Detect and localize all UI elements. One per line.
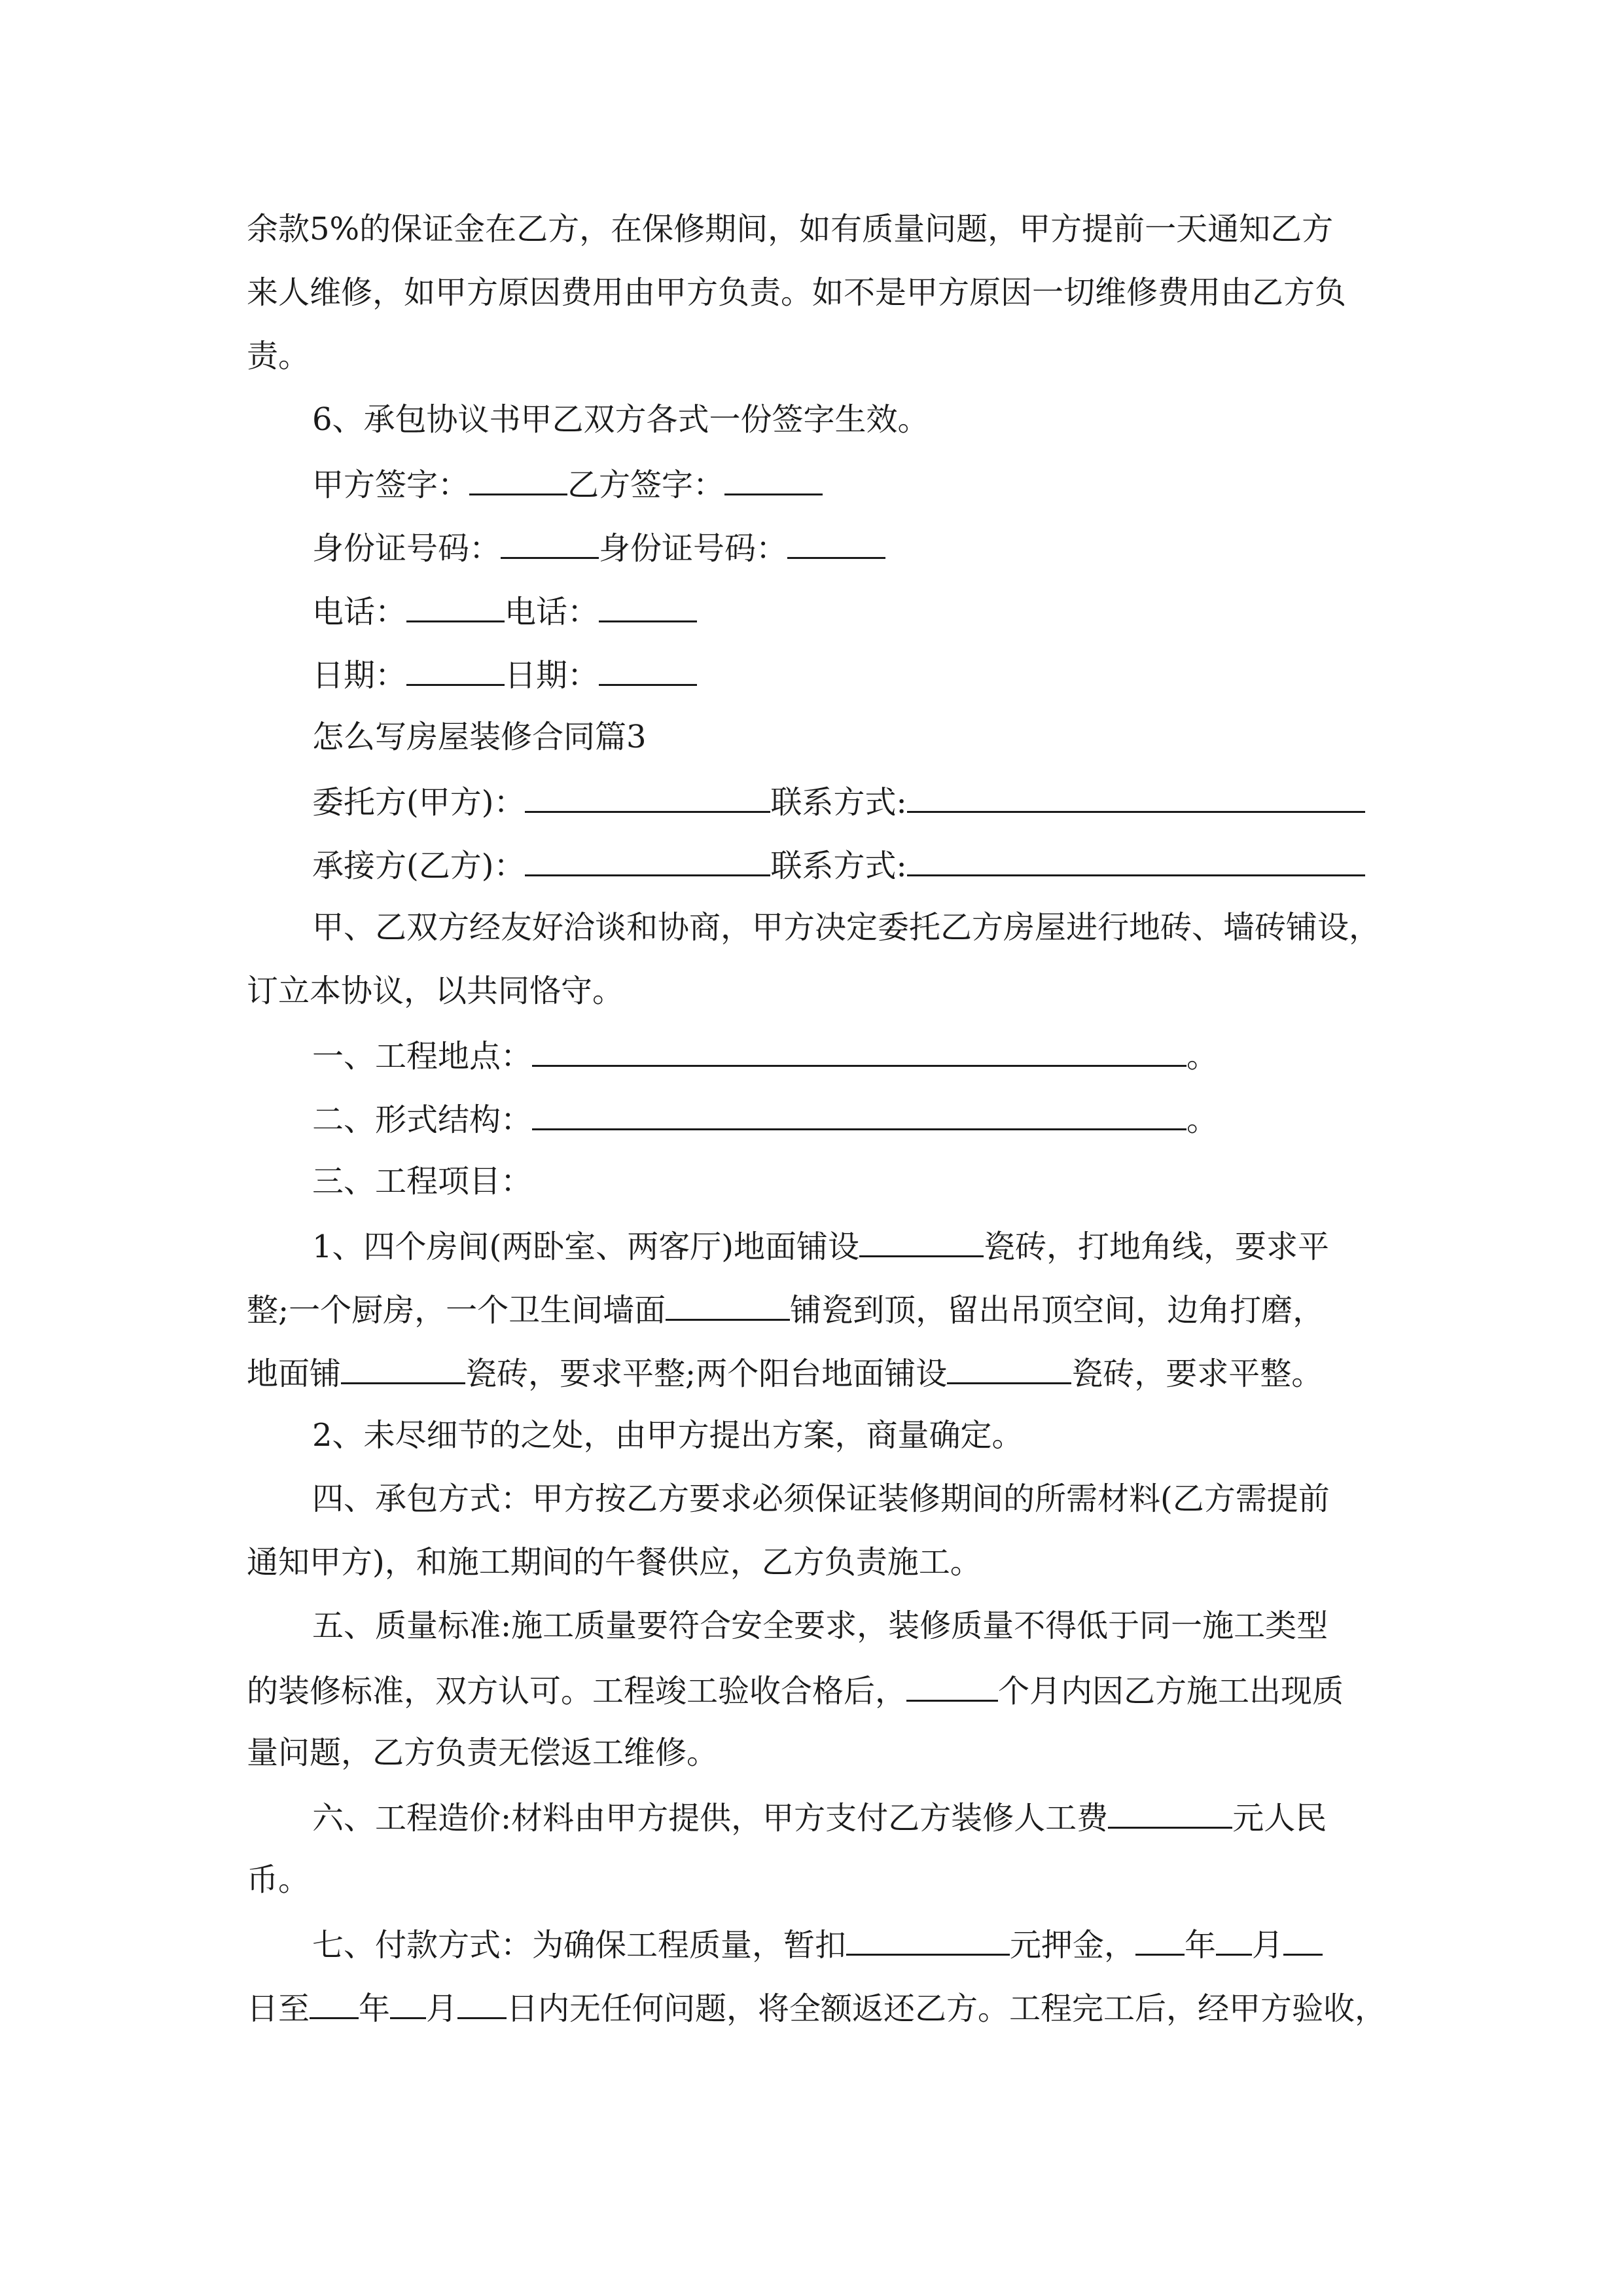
blank-field	[406, 654, 505, 686]
blank-field	[406, 590, 505, 622]
text-segment: 的装修标准，双方认可。工程竣工验收合格后，	[247, 1673, 907, 1710]
blank-field	[907, 844, 1365, 876]
structure-label: 二、形式结构：	[312, 1102, 533, 1138]
id-number-line	[312, 527, 885, 568]
client-label: 委托方(甲方)：	[312, 784, 526, 821]
blank-field	[532, 1098, 1186, 1130]
location-label: 一、工程地点：	[312, 1038, 533, 1075]
paragraph-line	[247, 1670, 1344, 1711]
text-segment: 瓷砖，要求平整。	[1071, 1355, 1323, 1392]
clause-6: 6、承包协议书甲乙双方各式一份签字生效。	[312, 401, 929, 438]
paragraph-line: 币。	[247, 1861, 310, 1898]
blank-field	[787, 527, 885, 559]
text-segment: 六、工程造价:材料由甲方提供，甲方支付乙方装修人工费	[312, 1800, 1109, 1837]
contractor-line	[312, 844, 1365, 886]
phone-line	[312, 590, 697, 632]
text-segment: 日至	[247, 1990, 310, 2027]
blank-field	[947, 1352, 1071, 1384]
paragraph-line: 量问题，乙方负责无偿返工维修。	[247, 1734, 719, 1771]
paragraph-line: 来人维修，如甲方原因费用由甲方负责。如不是甲方原因一切维修费用由乙方负	[247, 274, 1347, 311]
text-segment: 个月内因乙方施工出现质	[998, 1673, 1344, 1710]
text-segment: 七、付款方式：为确保工程质量，暂扣	[312, 1927, 847, 1964]
blank-field	[469, 463, 567, 495]
blank-field	[859, 1225, 984, 1257]
blank-field	[310, 1987, 359, 2019]
party-b-id-label: 身份证号码：	[599, 530, 788, 567]
clause-location	[312, 1035, 1218, 1076]
paragraph-line: 余款5%的保证金在乙方，在保修期间，如有质量问题，甲方提前一天通知乙方	[247, 211, 1334, 247]
blank-field	[599, 590, 697, 622]
paragraph-line: 订立本协议，以共同恪守。	[247, 973, 624, 1009]
clause-project: 三、工程项目：	[312, 1163, 533, 1200]
party-b-date-label: 日期：	[505, 657, 599, 694]
text-segment: 年	[1185, 1927, 1217, 1964]
period: 。	[1186, 1102, 1219, 1138]
blank-field	[666, 1289, 790, 1321]
contractor-contact-label: 联系方式:	[770, 848, 907, 884]
blank-field	[525, 781, 770, 813]
blank-field	[1135, 1924, 1185, 1956]
paragraph-line	[312, 1225, 1329, 1266]
contractor-label: 承接方(乙方)：	[312, 848, 526, 884]
blank-field	[1283, 1924, 1323, 1956]
paragraph-line	[247, 1352, 1323, 1393]
text-segment: 月	[1252, 1927, 1284, 1964]
paragraph-line	[312, 1924, 1323, 1965]
clause-structure	[312, 1098, 1218, 1139]
blank-field	[532, 1035, 1186, 1067]
paragraph-line: 责。	[247, 338, 310, 374]
period: 。	[1186, 1038, 1219, 1075]
blank-field	[724, 463, 823, 495]
paragraph-line	[312, 1797, 1327, 1838]
client-contact-label: 联系方式:	[770, 784, 907, 821]
text-segment: 元人民	[1232, 1800, 1327, 1837]
text-segment: 1、四个房间(两卧室、两客厅)地面铺设	[312, 1229, 859, 1265]
blank-field	[341, 1352, 465, 1384]
text-segment: 瓷砖，打地角线，要求平	[984, 1229, 1330, 1265]
paragraph-line	[247, 1987, 1386, 2028]
client-line	[312, 781, 1365, 822]
party-a-phone-label: 电话：	[312, 594, 407, 630]
party-b-phone-label: 电话：	[505, 594, 599, 630]
paragraph-line	[247, 1289, 1324, 1330]
party-a-signature-label: 甲方签字：	[312, 467, 470, 503]
blank-field	[906, 1670, 998, 1702]
paragraph-line: 通知甲方)，和施工期间的午餐供应，乙方负责施工。	[247, 1544, 982, 1581]
blank-field	[501, 527, 599, 559]
text-segment: 瓷砖，要求平整;两个阳台地面铺设	[465, 1355, 948, 1392]
signature-line	[312, 463, 823, 505]
text-segment: 整;一个厨房，一个卫生间墙面	[247, 1292, 666, 1329]
paragraph-line: 甲、乙双方经友好洽谈和协商，甲方决定委托乙方房屋进行地砖、墙砖铺设，	[312, 909, 1381, 946]
paragraph-line: 五、质量标准:施工质量要符合安全要求，装修质量不得低于同一施工类型	[312, 1607, 1329, 1644]
blank-field	[1108, 1797, 1232, 1829]
text-segment: 元押金，	[1010, 1927, 1136, 1964]
text-segment: 地面铺	[247, 1355, 342, 1392]
blank-field	[525, 844, 770, 876]
party-b-signature-label: 乙方签字：	[567, 467, 725, 503]
blank-field	[390, 1987, 426, 2019]
paragraph-line: 四、承包方式：甲方按乙方要求必须保证装修期间的所需材料(乙方需提前	[312, 1480, 1330, 1517]
blank-field	[907, 781, 1365, 813]
paragraph-line: 2、未尽细节的之处，由甲方提出方案，商量确定。	[312, 1417, 1024, 1454]
blank-field	[599, 654, 697, 686]
text-segment: 铺瓷到顶，留出吊顶空间，边角打磨，	[790, 1292, 1325, 1329]
text-segment: 月	[426, 1990, 458, 2027]
text-segment: 年	[359, 1990, 391, 2027]
section-heading: 怎么写房屋装修合同篇3	[312, 719, 647, 755]
blank-field	[846, 1924, 1010, 1956]
party-a-id-label: 身份证号码：	[312, 530, 501, 567]
text-segment: 日内无任何问题，将全额返还乙方。工程完工后，经甲方验收，	[507, 1990, 1387, 2027]
date-line	[312, 654, 697, 695]
blank-field	[457, 1987, 507, 2019]
blank-field	[1216, 1924, 1252, 1956]
party-a-date-label: 日期：	[312, 657, 407, 694]
